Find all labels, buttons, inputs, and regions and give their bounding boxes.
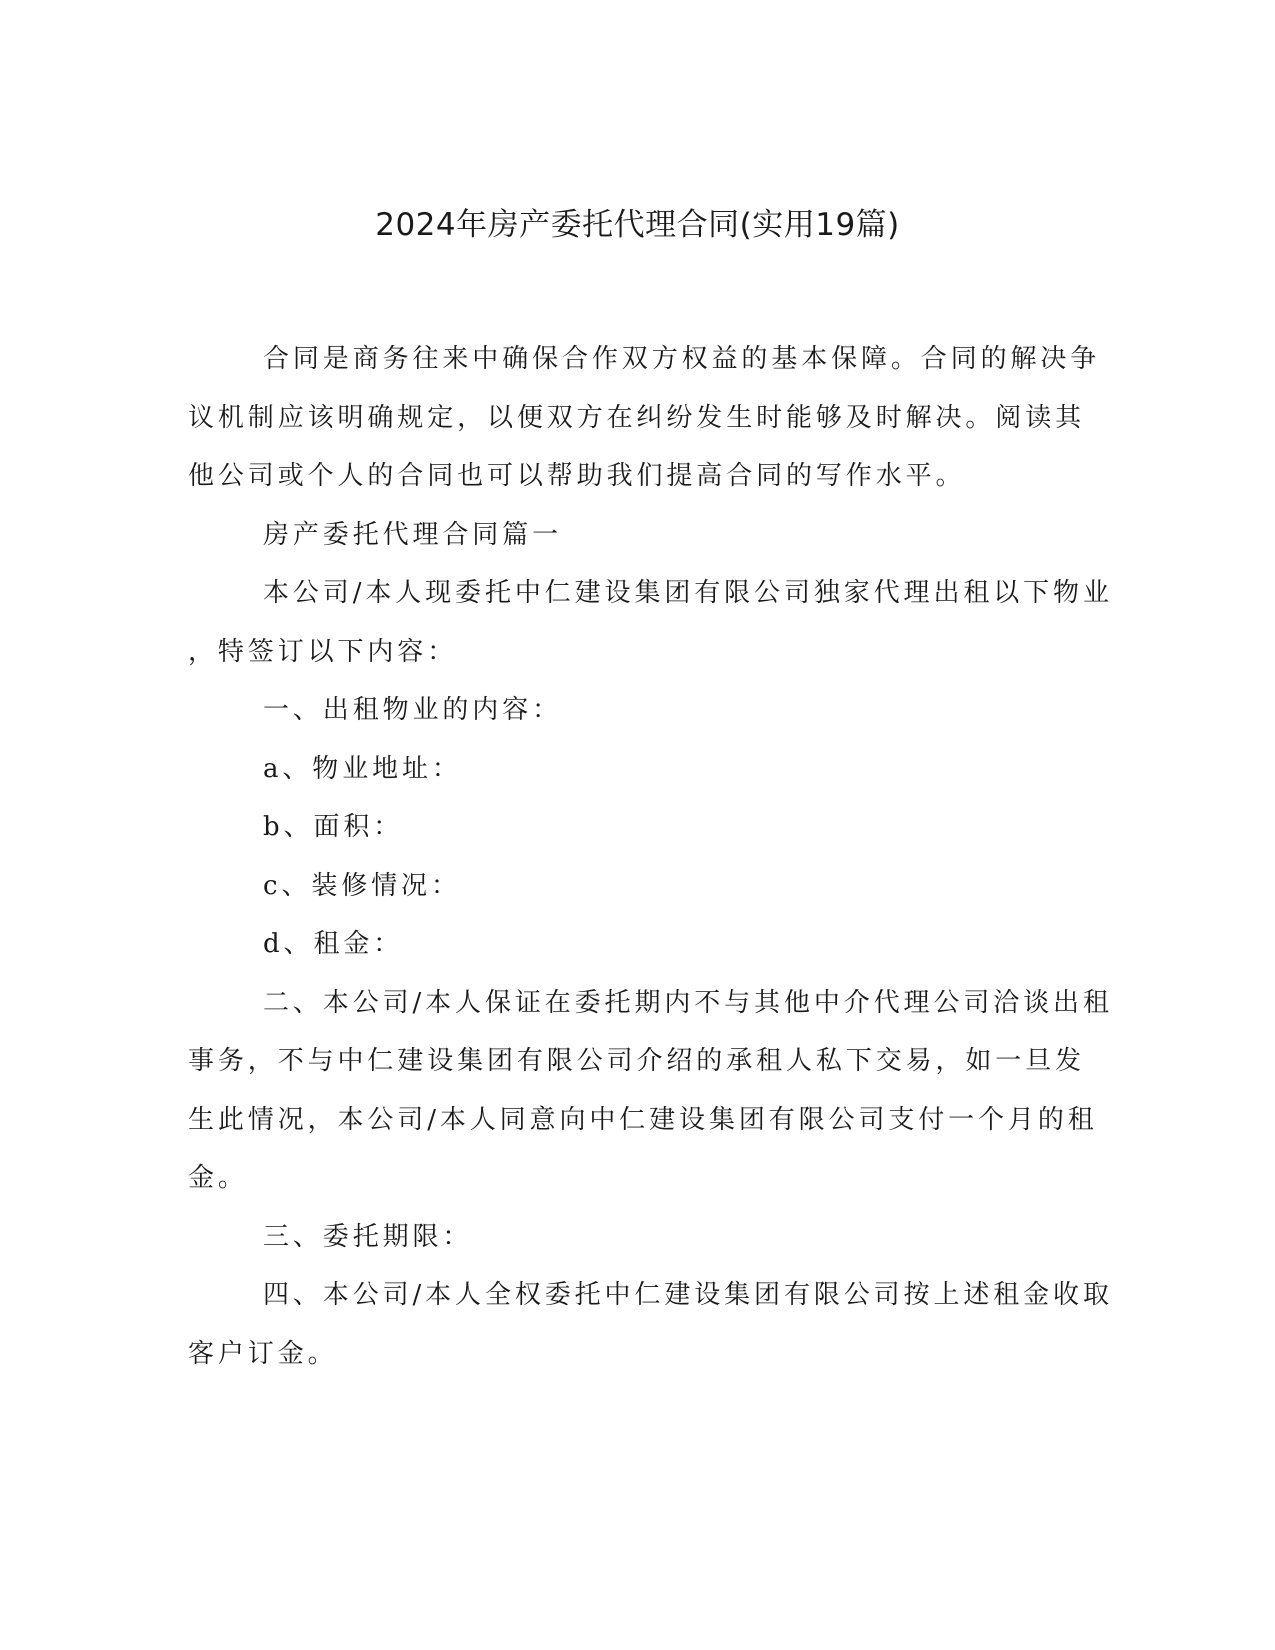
paragraph-item — [188, 915, 1088, 974]
paragraph-item — [188, 1208, 1088, 1267]
text-line: 房产委托代理合同篇一 — [263, 519, 563, 550]
text-line: 本公司/本人现委托中仁建设集团有限公司独家代理出租以下物业 — [263, 578, 1113, 608]
text-line: d、租金： — [263, 929, 404, 959]
paragraph-clause — [188, 1266, 1113, 1383]
paragraph-item — [188, 740, 1088, 799]
text-line: 金。 — [188, 1163, 248, 1193]
paragraph-clause — [188, 564, 1113, 681]
text-line: b、面积： — [263, 812, 404, 842]
text-line: 二、本公司/本人保证在委托期内不与其他中介代理公司洽谈出租 — [263, 987, 1113, 1018]
document-body — [188, 330, 1113, 1383]
text-line: c、装修情况： — [263, 870, 461, 901]
text-line: 四、本公司/本人全权委托中仁建设集团有限公司按上述租金收取 — [263, 1280, 1113, 1310]
text-line: 生此情况，本公司/本人同意向中仁建设集团有限公司支付一个月的租 — [188, 1104, 1098, 1135]
paragraph-item — [188, 798, 1088, 857]
text-line: 一、出租物业的内容： — [263, 695, 563, 725]
text-line: 他公司或个人的合同也可以帮助我们提高合同的写作水平。 — [188, 461, 966, 491]
text-line: 事务，不与中仁建设集团有限公司介绍的承租人私下交易，如一旦发 — [188, 1046, 1086, 1076]
paragraph-intro — [188, 330, 1101, 506]
text-line: ，特签订以下内容： — [188, 636, 458, 667]
paragraph-item — [188, 681, 1088, 740]
text-line: a、物业地址： — [263, 753, 462, 784]
text-line: 议机制应该明确规定，以便双方在纠纷发生时能够及时解决。阅读其 — [188, 402, 1086, 433]
text-line: 三、委托期限： — [263, 1221, 473, 1252]
document-title: 2024年房产委托代理合同(实用19篇) — [375, 207, 900, 243]
text-line: 合同是商务往来中确保合作双方权益的基本保障。合同的解决争 — [263, 344, 1101, 374]
section-heading — [188, 506, 1088, 565]
text-line: 客户订金。 — [188, 1338, 338, 1369]
paragraph-item — [188, 857, 1088, 916]
paragraph-clause — [188, 974, 1113, 1208]
